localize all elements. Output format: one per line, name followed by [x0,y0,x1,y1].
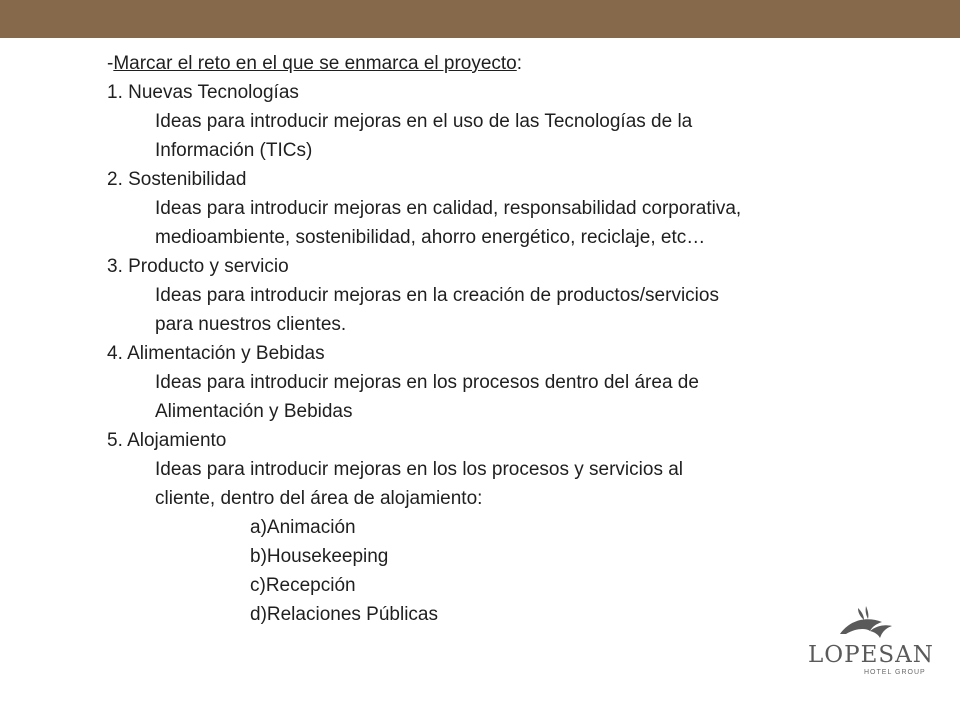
category-desc-4-line-2: Alimentación y Bebidas [155,401,353,422]
subitem-animacion: a)Animación [250,517,356,538]
category-title-3: 3. Producto y servicio [107,256,289,277]
bird-icon [836,604,894,646]
category-title-2: 2. Sostenibilidad [107,169,247,190]
top-bar [0,0,960,38]
category-title-1: 1. Nuevas Tecnologías [107,82,299,103]
heading-text: Marcar el reto en el que se enmarca el proyecto [113,53,517,74]
subitem-recepcion: c)Recepción [250,575,356,596]
logo-name: LOPESAN [808,642,934,668]
logo-subtitle: HOTEL GROUP [864,669,926,676]
category-title-5: 5. Alojamiento [107,430,227,451]
category-desc-3-line-1: Ideas para introducir mejoras en la creación de productos/servicios [155,285,719,306]
category-desc-5-line-2: cliente, dentro del área de alojamiento: [155,488,483,509]
category-desc-1-line-2: Información (TICs) [155,140,313,161]
slide-content [107,49,927,629]
section-heading [107,49,927,78]
heading-prefix: - [107,53,114,74]
category-desc-1-line-1: Ideas para introducir mejoras en el uso de las Tecnologías de la [155,111,693,132]
category-desc-5-line-1: Ideas para introducir mejoras en los los procesos y servicios al [155,459,684,480]
lopesan-logo [808,604,934,684]
subitem-housekeeping: b)Housekeeping [250,546,389,567]
subitem-relaciones-publicas: d)Relaciones Públicas [250,604,438,625]
category-desc-2-line-1: Ideas para introducir mejoras en calidad, responsabilidad corporativa, [155,198,742,219]
category-title-4: 4. Alimentación y Bebidas [107,343,325,364]
category-desc-2-line-2: medioambiente, sostenibilidad, ahorro energético, reciclaje, etc… [155,227,706,248]
heading-suffix: : [516,53,523,74]
category-desc-3-line-2: para nuestros clientes. [155,314,347,335]
category-desc-4-line-1: Ideas para introducir mejoras en los procesos dentro del área de [155,372,699,393]
